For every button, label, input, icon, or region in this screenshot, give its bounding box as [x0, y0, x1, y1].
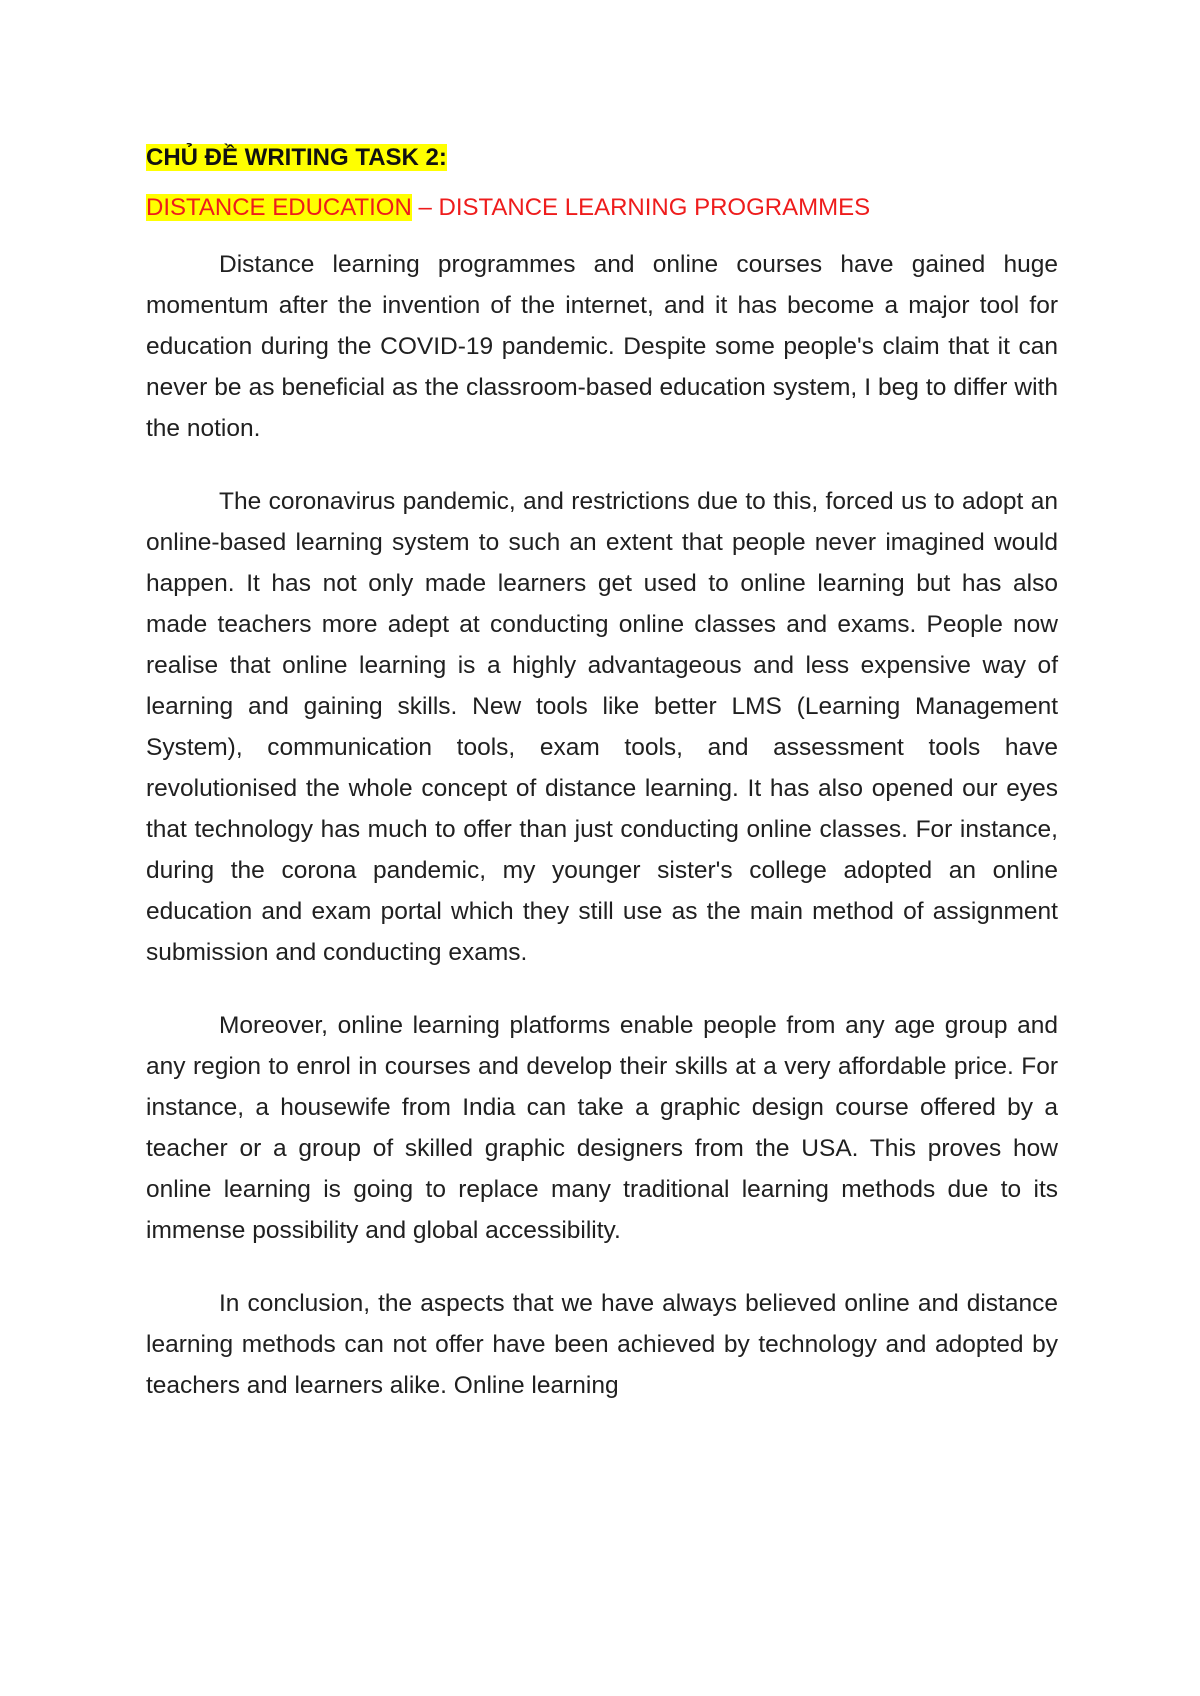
- topic-subtitle-rest: DISTANCE LEARNING PROGRAMMES: [438, 194, 871, 221]
- topic-subtitle-highlighted: DISTANCE EDUCATION: [146, 194, 412, 221]
- paragraph-body-1: The coronavirus pandemic, and restrictions due to this, forced us to adopt an online-based learning system to such an extent that people never imagined would happen. It has not only made learners get used to online learning but has also made teachers more adept at conducting online classes and exams. People now realise that online learning is a highly advantageous and less expensive way of learning and gaining skills. New tools like better LMS (Learning Management System), communication tools, exam tools, and assessment tools have revolutionised the whole concept of distance learning. It has also opened our eyes that technology has much to offer than just conducting online classes. For instance, during the corona pandemic, my younger sister's college adopted an online education and exam portal which they still use as the main method of assignment submission and conducting exams.: [146, 488, 1058, 966]
- document-page: [146, 140, 1058, 1447]
- topic-subtitle-separator: –: [411, 194, 439, 221]
- paragraph-body-2: Moreover, online learning platforms enable people from any age group and any region to enrol in courses and develop their skills at a very affordable price. For instance, a housewife from India can take a graphic design course offered by a teacher or a group of skilled graphic designers from the USA. This proves how online learning is going to replace many traditional learning methods due to its immense possibility and global accessibility.: [146, 1012, 1058, 1244]
- paragraph-conclusion: In conclusion, the aspects that we have always believed online and distance learning methods can not offer have been achieved by technology and adopted by teachers and learners alike. Online learning: [146, 1290, 1058, 1399]
- task-heading: [146, 140, 1058, 176]
- paragraph-introduction: Distance learning programmes and online courses have gained huge momentum after the invention of the internet, and it has become a major tool for education during the COVID-19 pandemic. Despite some people's claim that it can never be as beneficial as the classroom-based education system, I beg to differ with the notion.: [146, 251, 1058, 442]
- topic-subtitle: [146, 190, 1058, 226]
- task-heading-text: CHỦ ĐỀ WRITING TASK 2:: [146, 144, 447, 171]
